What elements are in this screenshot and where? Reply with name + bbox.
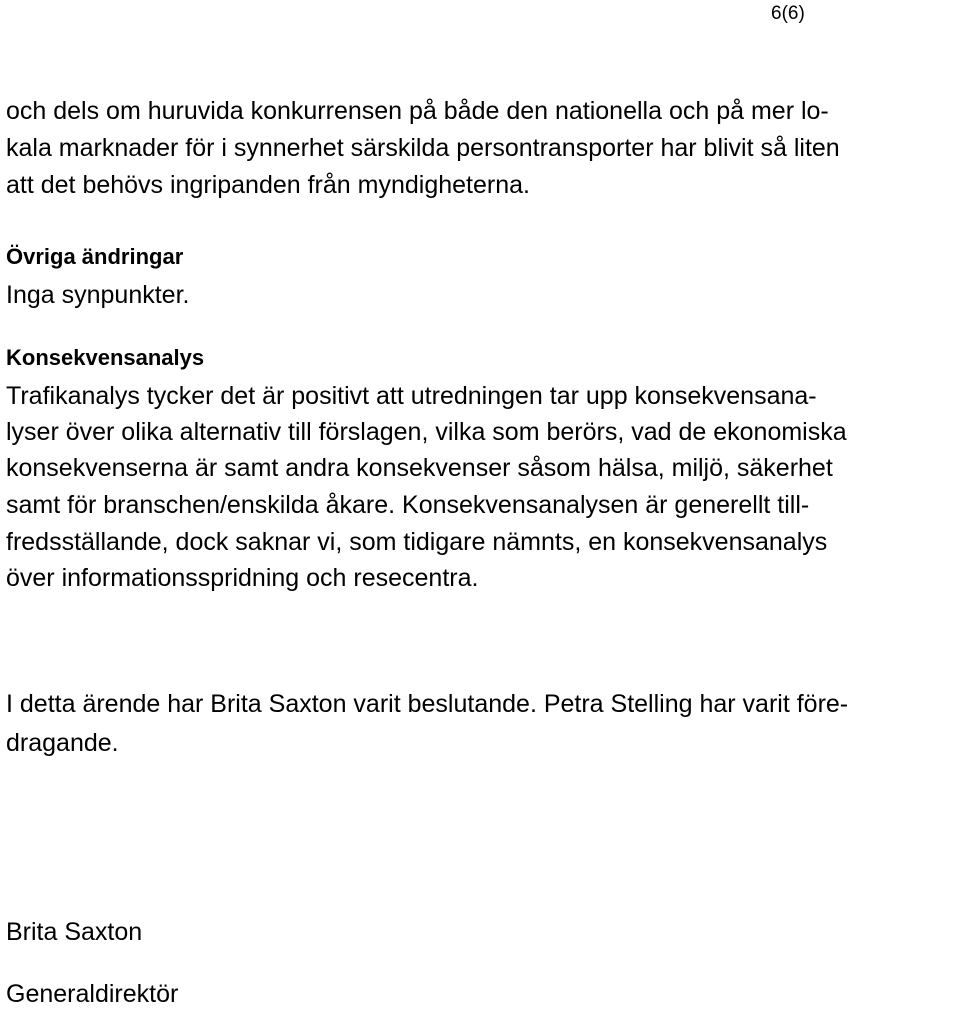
intro-line: och dels om huruvida konkurrensen på både den nationella och på mer lo-	[6, 97, 829, 125]
section-body: Inga synpunkter.	[6, 281, 190, 309]
section-line: Trafikanalys tycker det är positivt att utredningen tar upp konsekvensana-	[6, 382, 817, 410]
section-line: lyser över olika alternativ till förslagen, vilka som berörs, vad de ekonomiska	[6, 418, 847, 446]
signature-title: Generaldirektör	[6, 980, 179, 1008]
section-line: samt för branschen/enskilda åkare. Konsekvensanalysen är generellt till-	[6, 491, 810, 519]
section-line: över informationsspridning och resecentra.	[6, 564, 479, 592]
decision-line: dragande.	[6, 729, 119, 757]
section-heading: Övriga ändringar	[6, 244, 184, 269]
section-line: konsekvenserna är samt andra konsekvenser såsom hälsa, miljö, säkerhet	[6, 454, 833, 482]
decision-line: I detta ärende har Brita Saxton varit beslutande. Petra Stelling har varit före-	[6, 690, 849, 718]
section-heading: Konsekvensanalys	[6, 345, 205, 370]
intro-line: att det behövs ingripanden från myndigheterna.	[6, 171, 530, 199]
page-number: 6(6)	[771, 3, 805, 24]
section-line: fredsställande, dock saknar vi, som tidigare nämnts, en konsekvensanalys	[6, 528, 828, 556]
signature-name: Brita Saxton	[6, 918, 143, 946]
intro-line: kala marknader för i synnerhet särskilda persontransporter har blivit så liten	[6, 134, 840, 162]
